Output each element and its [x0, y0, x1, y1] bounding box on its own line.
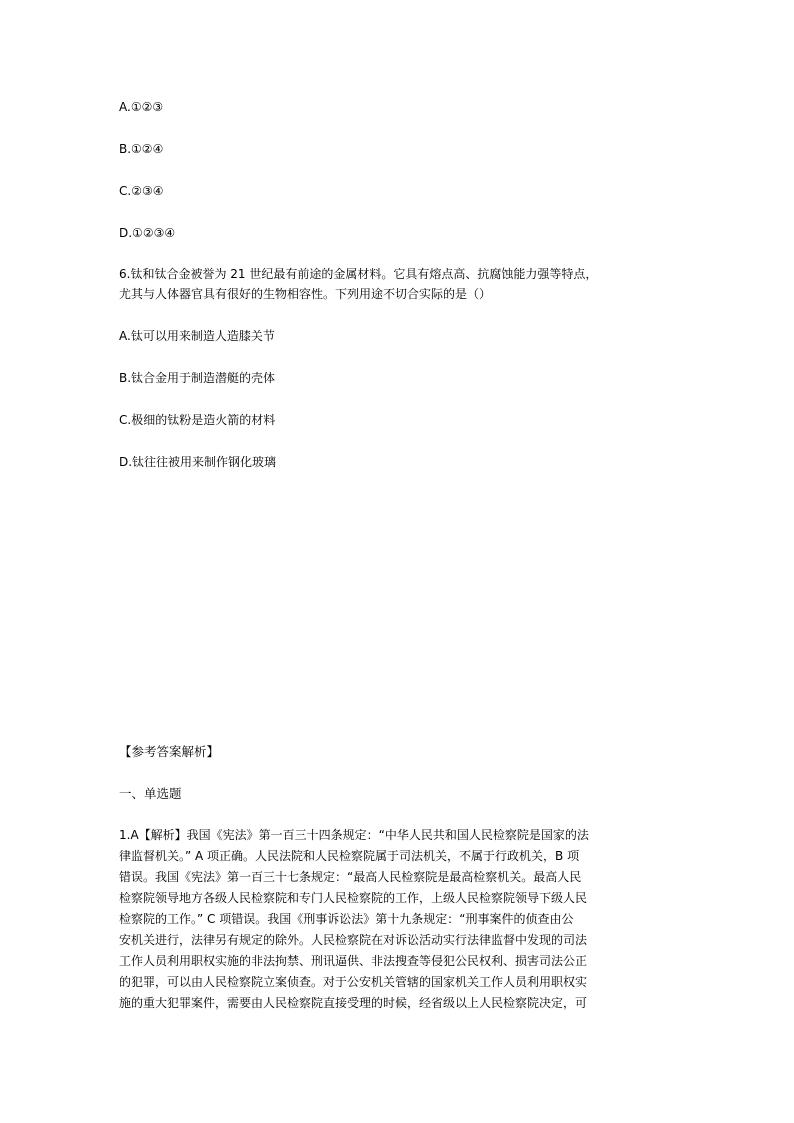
q6-stem-line-1: 6.钛和钛合金被誉为 21 世纪最有前途的金属材料。它具有熔点高、抗腐蚀能力强等特点，	[119, 267, 598, 281]
q6-option-d: D.钛往往被用来制作钢化玻璃	[119, 455, 277, 469]
q5-option-d: D.①②③④	[119, 226, 176, 240]
answer-line: 检察院领导地方各级人民检察院和专门人民检察院的工作，上级人民检察院领导下级人民	[119, 891, 588, 905]
q6-option-a: A.钛可以用来制造人造膝关节	[119, 329, 275, 343]
answer-line: 错误。我国《宪法》第一百三十七条规定：“最高人民检察院是最高检察机关。最高人民	[119, 870, 582, 884]
q5-option-a: A.①②③	[119, 100, 164, 114]
q5-option-c: C.②③④	[119, 184, 164, 198]
answers-title: 【参考答案解析】	[119, 744, 220, 759]
q5-option-b: B.①②④	[119, 142, 164, 156]
answer-line: 1.A【解析】我国《宪法》第一百三十四条规定：“中华人民共和国人民检察院是国家的法	[119, 828, 589, 842]
answer-line: 检察院的工作。” C 项错误。我国《刑事诉讼法》第十九条规定：“刑事案件的侦查由公	[119, 912, 574, 926]
answer-line: 工作人员利用职权实施的非法拘禁、刑讯逼供、非法搜查等侵犯公民权利、损害司法公正	[119, 954, 588, 968]
answer-line: 施的重大犯罪案件，需要由人民检察院直接受理的时候，经省级以上人民检察院决定，可	[119, 996, 588, 1010]
q6-stem-line-2: 尤其与人体器官具有很好的生物相容性。下列用途不切合实际的是（）	[119, 287, 492, 301]
answer-line: 律监督机关。” A 项正确。人民法院和人民检察院属于司法机关，不属于行政机关，B 项	[119, 849, 580, 863]
answer-line: 的犯罪，可以由人民检察院立案侦查。对于公安机关管辖的国家机关工作人员利用职权实	[119, 975, 588, 989]
q6-option-c: C.极细的钛粉是造火箭的材料	[119, 413, 276, 427]
q6-option-b: B.钛合金用于制造潜艇的壳体	[119, 371, 276, 385]
answer-line: 安机关进行，法律另有规定的除外。人民检察院在对诉讼活动实行法律监督中发现的司法	[119, 933, 588, 947]
answers-section: 一、单选题	[119, 786, 182, 801]
